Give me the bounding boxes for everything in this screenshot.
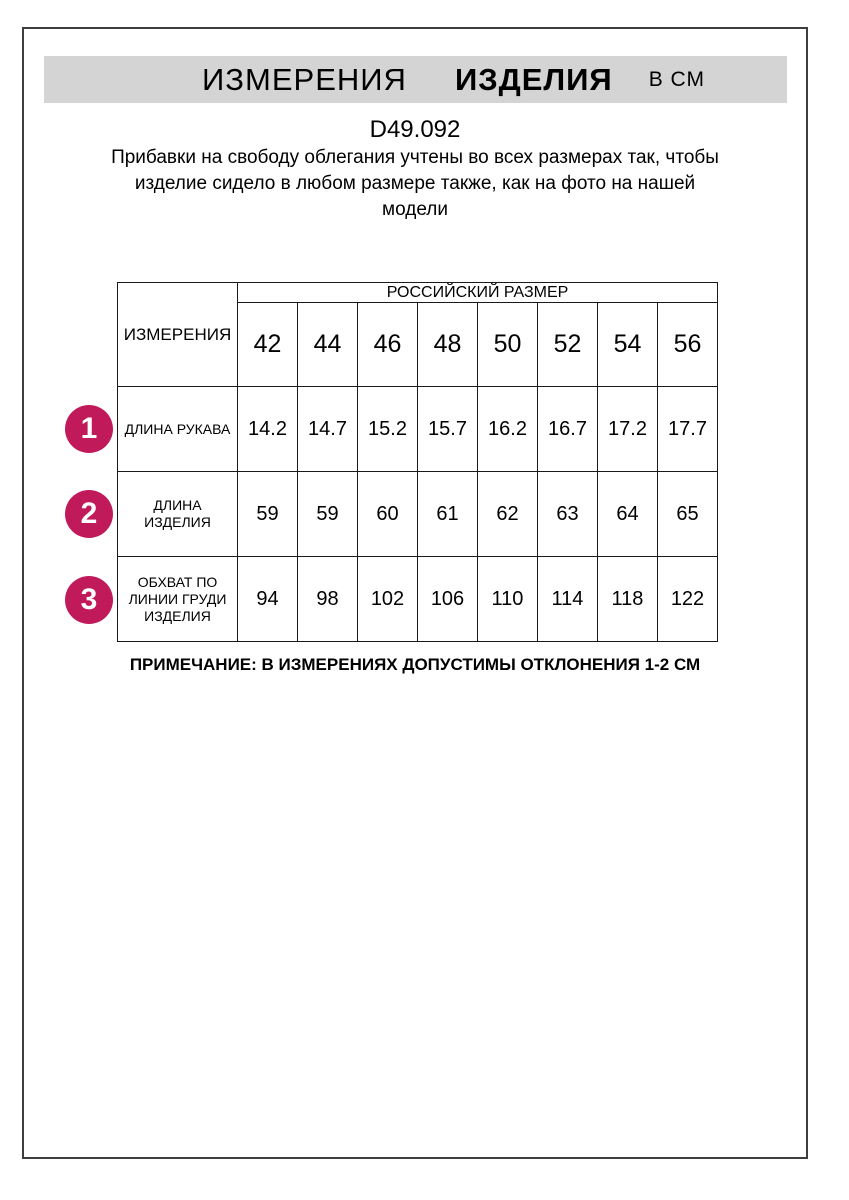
- description-line: изделие сидело в любом размере также, как на фото на нашей: [134, 173, 696, 194]
- table-row: [118, 472, 718, 557]
- measurement-value: 65: [658, 472, 718, 557]
- corner-header-cell: ИЗМЕРЕНИЯ: [118, 283, 238, 387]
- size-table: [117, 282, 718, 642]
- description-text: [24, 145, 806, 223]
- measurement-value: 102: [358, 557, 418, 642]
- title-bar: [44, 56, 787, 103]
- size-column-header: 46: [358, 303, 418, 387]
- title-product: ИЗДЕЛИЯ: [454, 61, 613, 97]
- measurement-label: ДЛИНА ИЗДЕЛИЯ: [118, 472, 238, 557]
- measurement-value: 60: [358, 472, 418, 557]
- measurement-value: 110: [478, 557, 538, 642]
- row-number-badge-2: 2: [65, 490, 113, 538]
- size-column-header: 50: [478, 303, 538, 387]
- product-code: D49.092: [369, 116, 461, 143]
- size-column-header: 42: [238, 303, 298, 387]
- measurement-value: 15.2: [358, 387, 418, 472]
- measurement-label: ДЛИНА РУКАВА: [118, 387, 238, 472]
- size-column-header: 52: [538, 303, 598, 387]
- measurement-value: 94: [238, 557, 298, 642]
- table-row-span-header: [118, 283, 718, 303]
- measurement-value: 106: [418, 557, 478, 642]
- measurement-value: 17.2: [598, 387, 658, 472]
- size-column-header: 54: [598, 303, 658, 387]
- measurement-value: 14.2: [238, 387, 298, 472]
- size-column-header: 44: [298, 303, 358, 387]
- russian-size-header-cell: РОССИЙСКИЙ РАЗМЕР: [238, 283, 718, 303]
- measurement-value: 16.7: [538, 387, 598, 472]
- measurement-value: 62: [478, 472, 538, 557]
- measurement-value: 16.2: [478, 387, 538, 472]
- measurement-value: 114: [538, 557, 598, 642]
- measurement-value: 63: [538, 472, 598, 557]
- measurement-value: 59: [238, 472, 298, 557]
- measurement-value: 118: [598, 557, 658, 642]
- measurement-value: 122: [658, 557, 718, 642]
- table-row: [118, 387, 718, 472]
- title-unit: В СМ: [648, 67, 705, 91]
- measurement-value: 17.7: [658, 387, 718, 472]
- note-text: ПРИМЕЧАНИЕ: В ИЗМЕРЕНИЯХ ДОПУСТИМЫ ОТКЛОНЕНИЯ 1-2 СМ: [129, 655, 701, 674]
- title-measurements: ИЗМЕРЕНИЯ: [202, 61, 407, 97]
- page-frame: [22, 27, 808, 1159]
- description-line: модели: [382, 199, 448, 220]
- measurement-value: 59: [298, 472, 358, 557]
- size-column-header: 56: [658, 303, 718, 387]
- size-column-header: 48: [418, 303, 478, 387]
- row-number-badge-1: 1: [65, 405, 113, 453]
- measurement-label: ОБХВАТ ПО ЛИНИИ ГРУДИ ИЗДЕЛИЯ: [118, 557, 238, 642]
- measurement-value: 14.7: [298, 387, 358, 472]
- size-table-wrap: [117, 282, 718, 642]
- table-row: [118, 557, 718, 642]
- measurement-value: 61: [418, 472, 478, 557]
- row-number-badge-3: 3: [65, 576, 113, 624]
- measurement-value: 64: [598, 472, 658, 557]
- measurement-value: 98: [298, 557, 358, 642]
- description-line: Прибавки на свободу облегания учтены во всех размерах так, чтобы: [111, 147, 719, 168]
- measurement-value: 15.7: [418, 387, 478, 472]
